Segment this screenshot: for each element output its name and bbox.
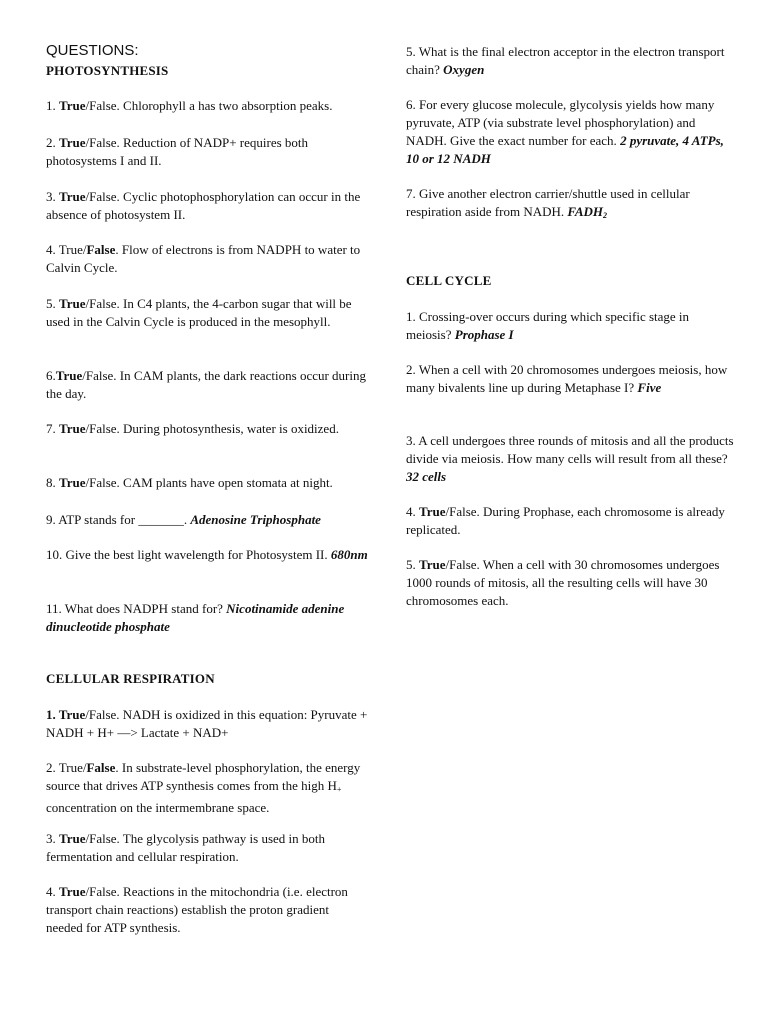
question-cc-1: 1. Crossing-over occurs during which specific stage in meiosis? Prophase I (406, 309, 690, 342)
answer-cr-6: 2 pyruvate, 4 ATPs, 10 or 12 NADH (406, 133, 724, 166)
question-ps-9: 9. ATP stands for _______. Adenosine Triphosphate (46, 512, 321, 527)
answer-cc-2: Five (637, 380, 662, 395)
answer-cr-7: $FADH_2$ (567, 204, 608, 220)
section-title-photosynthesis: PHOTOSYNTHESIS (46, 63, 169, 78)
page-title: QUESTIONS: (46, 42, 139, 59)
question-cc-4: 4. True/False. During Prophase, each chromosome is already replicated. (406, 504, 725, 537)
section-title-cellular-respiration: CELLULAR RESPIRATION (46, 671, 215, 686)
answer-ps-10: 680nm (330, 547, 368, 562)
question-ps-10: 10. Give the best light wavelength for Photosystem II. 680nm (46, 547, 368, 562)
question-ps-6: 6.True/False. In CAM plants, the dark reactions occur during the day. (46, 368, 366, 401)
question-ps-2: 2. True/False. Reduction of NADP+ requires both photosystems I and II. (46, 135, 309, 168)
question-ps-1: 1. True/False. Chlorophyll a has two absorption peaks. (46, 98, 333, 113)
question-ps-7: 7. True/False. During photosynthesis, water is oxidized. (46, 421, 339, 436)
question-ps-11: 11. What does NADPH stand for? Nicotinamide adenine dinucleotide phosphate (46, 601, 345, 634)
question-cr-7: 7. Give another electron carrier/shuttle used in cellular respiration aside from NADH. $FADH_2$ (406, 186, 690, 220)
answer-cc-1: Prophase I (454, 327, 514, 342)
question-cr-6: 6. For every glucose molecule, glycolysis yields how many pyruvate, ATP (via substrate level phosphorylation) and NADH. Give the exact number for each. 2 pyruvate, 4 ATPs, 10 or 12 NADH (406, 97, 724, 166)
question-ps-5: 5. True/False. In C4 plants, the 4-carbon sugar that will be used in the Calvin Cycle is produced in the mesophyll. (46, 296, 352, 329)
question-cc-2: 2. When a cell with 20 chromosomes undergoes meiosis, how many bivalents line up during Metaphase I? Five (406, 362, 728, 395)
question-cr-1: 1. True/False. NADH is oxidized in this equation: Pyruvate + NADH + H+ —> Lactate + NAD+ (46, 707, 368, 740)
question-cr-5: 5. What is the final electron acceptor in the electron transport chain? Oxygen (406, 44, 725, 77)
question-ps-8: 8. True/False. CAM plants have open stomata at night. (46, 475, 333, 490)
question-cr-2: 2. True/False. In substrate-level phosphorylation, the energy source that drives ATP synthesis comes from the high $H_+$ concentration on the intermembrane space. (46, 760, 361, 815)
question-ps-3: 3. True/False. Cyclic photophosphorylation can occur in the absence of photosystem II. (46, 189, 361, 222)
answer-ps-9: Adenosine Triphosphate (190, 512, 321, 527)
question-cr-3: 3. True/False. The glycolysis pathway is used in both fermentation and cellular respiration. (46, 831, 326, 864)
answer-ps-11: Nicotinamide adenine dinucleotide phosphate (46, 601, 345, 634)
question-cc-3: 3. A cell undergoes three rounds of mitosis and all the products divide via meiosis. How many cells will result from all these? 32 cells (406, 433, 734, 484)
question-cc-5: 5. True/False. When a cell with 30 chromosomes undergoes 1000 rounds of mitosis, all the resulting cells will have 30 chromosomes each. (406, 557, 720, 608)
answer-cc-3: 32 cells (406, 469, 447, 484)
question-ps-4: 4. True/False. Flow of electrons is from NADPH to water to Calvin Cycle. (46, 242, 361, 275)
section-title-cell-cycle: CELL CYCLE (406, 273, 492, 288)
answer-cr-5: Oxygen (443, 62, 485, 77)
question-cr-4: 4. True/False. Reactions in the mitochondria (i.e. electron transport chain reactions) establish the proton gradient needed for ATP synthesis. (46, 884, 348, 935)
